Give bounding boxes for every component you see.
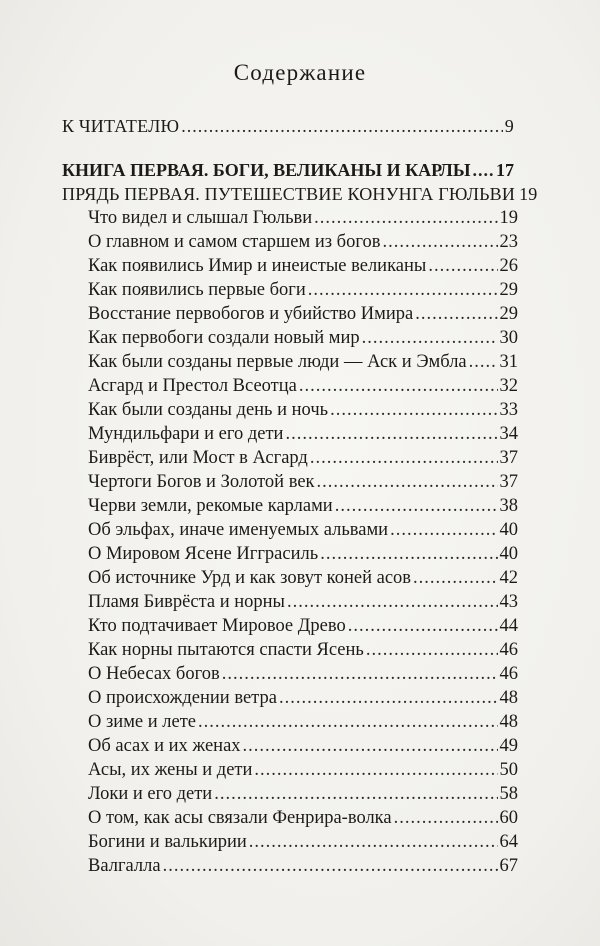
leader-dots (382, 230, 497, 254)
toc-entry-label: О том, как асы связали Фенрира-волка (88, 808, 392, 828)
toc-entry (88, 230, 518, 254)
toc-entry-page: 37 (499, 448, 518, 468)
toc-entry-label: Как появились первые боги (88, 280, 306, 300)
toc-entry-label: Мундильфари и его дети (88, 424, 284, 444)
toc-entry-page: 58 (499, 784, 518, 804)
toc-entry (88, 254, 518, 278)
toc-entry-page: 9 (504, 116, 514, 136)
toc-entry-page: 67 (499, 856, 518, 876)
leader-dots (279, 686, 498, 710)
toc-entry (88, 590, 518, 614)
toc-entry (62, 182, 538, 206)
toc-entry (88, 350, 518, 374)
toc-entry-label: Богини и валькирии (88, 832, 247, 852)
toc-entry (88, 446, 518, 470)
toc-entry (88, 542, 518, 566)
toc-entry (88, 854, 518, 878)
toc-entry-page: 34 (499, 424, 518, 444)
leader-dots (314, 206, 497, 230)
toc-entry (88, 566, 518, 590)
page-title: Содержание (233, 60, 367, 85)
toc-entry-page: 29 (499, 304, 518, 324)
toc-entry-page: 26 (499, 256, 518, 276)
toc-entry-label: Как норны пытаются спасти Ясень (88, 640, 364, 660)
toc-entry (88, 494, 518, 518)
toc-entry (88, 710, 518, 734)
leader-dots (214, 782, 497, 806)
toc-entry (88, 782, 518, 806)
leader-dots (348, 614, 498, 638)
leader-dots (181, 114, 503, 138)
leader-dots (366, 638, 498, 662)
toc-entry-page: 50 (499, 760, 518, 780)
toc-entry-page: 30 (499, 328, 518, 348)
toc-entry-label: Об эльфах, иначе именуемых альвами (88, 520, 389, 540)
toc-entry-page: 17 (496, 160, 514, 180)
toc-entry-page: 48 (499, 712, 518, 732)
toc-entry-label: КНИГА ПЕРВАЯ. БОГИ, ВЕЛИКАНЫ И КАРЛЫ (62, 160, 471, 180)
leader-dots (320, 542, 497, 566)
toc-entry (88, 686, 518, 710)
toc-entry-label: Об асах и их женах (88, 736, 241, 756)
toc-entry (88, 326, 518, 350)
toc-entry-label: Что видел и слышал Гюльви (88, 208, 313, 228)
toc-entry-label: Как появились Имир и инеистые великаны (88, 256, 427, 276)
toc-entry-label: Как были созданы первые люди — Аск и Эмбла (88, 352, 467, 372)
toc-entry-label: Асы, их жены и дети (88, 760, 253, 780)
leader-dots (285, 422, 497, 446)
leader-dots (198, 710, 497, 734)
toc-entry-page: 49 (499, 736, 518, 756)
toc-entry-label: Пламя Биврёста и норны (88, 592, 285, 612)
toc-entry-page: 44 (499, 616, 518, 636)
toc-entry (88, 518, 518, 542)
toc-entry-label: ПРЯДЬ ПЕРВАЯ. ПУТЕШЕСТВИЕ КОНУНГА ГЮЛЬВИ (62, 184, 516, 204)
leader-dots (413, 566, 497, 590)
toc-entry (88, 638, 518, 662)
leader-dots (222, 662, 498, 686)
leader-dots (394, 806, 498, 830)
toc-entry (88, 614, 518, 638)
toc-entry (62, 158, 514, 182)
leader-dots (415, 302, 497, 326)
toc-entry-page: 19 (519, 184, 538, 204)
leader-dots (163, 854, 498, 878)
leader-dots (330, 398, 497, 422)
toc-entry (88, 302, 518, 326)
toc-entry-label: Как были созданы день и ночь (88, 400, 329, 420)
toc-entry-page: 60 (499, 808, 518, 828)
toc-entry-label: Как первобоги создали новый мир (88, 328, 360, 348)
toc-entry-label: О зиме и лете (88, 712, 197, 732)
leader-dots (473, 158, 495, 182)
toc-entry-label: К ЧИТАТЕЛЮ (62, 116, 180, 136)
leader-dots (249, 830, 498, 854)
toc-entry-page: 46 (499, 664, 518, 684)
toc-entry (88, 374, 518, 398)
toc-entry-page: 42 (499, 568, 518, 588)
toc-entry-label: О происхождении ветра (88, 688, 277, 708)
toc-entry (88, 806, 518, 830)
toc-entry-page: 43 (499, 592, 518, 612)
toc-entry-page: 33 (499, 400, 518, 420)
toc-entry-page: 31 (499, 352, 518, 372)
toc-entry (88, 422, 518, 446)
toc-entry-label: Кто подтачивает Мировое Древо (88, 616, 346, 636)
toc-entry-page: 46 (499, 640, 518, 660)
toc-entry-page: 38 (499, 496, 518, 516)
leader-dots (317, 470, 498, 494)
leader-dots (428, 254, 497, 278)
toc-entry-label: Восстание первобогов и убийство Имира (88, 304, 414, 324)
toc-entry-page: 37 (499, 472, 518, 492)
toc-entry (88, 662, 518, 686)
toc-entry-label: О Небесах богов (88, 664, 220, 684)
leader-dots (390, 518, 497, 542)
leader-dots (287, 590, 498, 614)
leader-dots (243, 734, 498, 758)
leader-dots (254, 758, 497, 782)
toc-entry-label: Об источнике Урд и как зовут коней асов (88, 568, 412, 588)
leader-dots (469, 350, 498, 374)
toc-entry-label: Биврёст, или Мост в Асгард (88, 448, 308, 468)
leader-dots (362, 326, 498, 350)
toc-entry-page: 40 (499, 544, 518, 564)
toc-entry-page: 32 (499, 376, 518, 396)
toc-entry-page: 29 (499, 280, 518, 300)
toc-entry (62, 114, 514, 138)
toc-entry-page: 40 (499, 520, 518, 540)
toc-entry-label: Валгалла (88, 856, 161, 876)
leader-dots (308, 278, 498, 302)
toc-entry-label: Черви земли, рекомые карлами (88, 496, 333, 516)
toc-entry (88, 734, 518, 758)
toc-entry-label: Асгард и Престол Всеотца (88, 376, 297, 396)
toc-entry-label: Локи и его дети (88, 784, 213, 804)
toc-entry-label: О главном и самом старшем из богов (88, 232, 381, 252)
toc-entry (88, 758, 518, 782)
toc-entry-label: О Мировом Ясене Игграсиль (88, 544, 319, 564)
toc-entry (88, 398, 518, 422)
toc-entry (88, 830, 518, 854)
toc-entry-page: 64 (499, 832, 518, 852)
toc-entry-page: 48 (499, 688, 518, 708)
toc-entry-page: 23 (499, 232, 518, 252)
leader-dots (335, 494, 498, 518)
toc-entry-label: Чертоги Богов и Золотой век (88, 472, 315, 492)
leader-dots (310, 446, 498, 470)
leader-dots (299, 374, 498, 398)
toc-entry (88, 470, 518, 494)
toc-entry (88, 206, 518, 230)
toc-entry (88, 278, 518, 302)
toc-entry-page: 19 (499, 208, 518, 228)
